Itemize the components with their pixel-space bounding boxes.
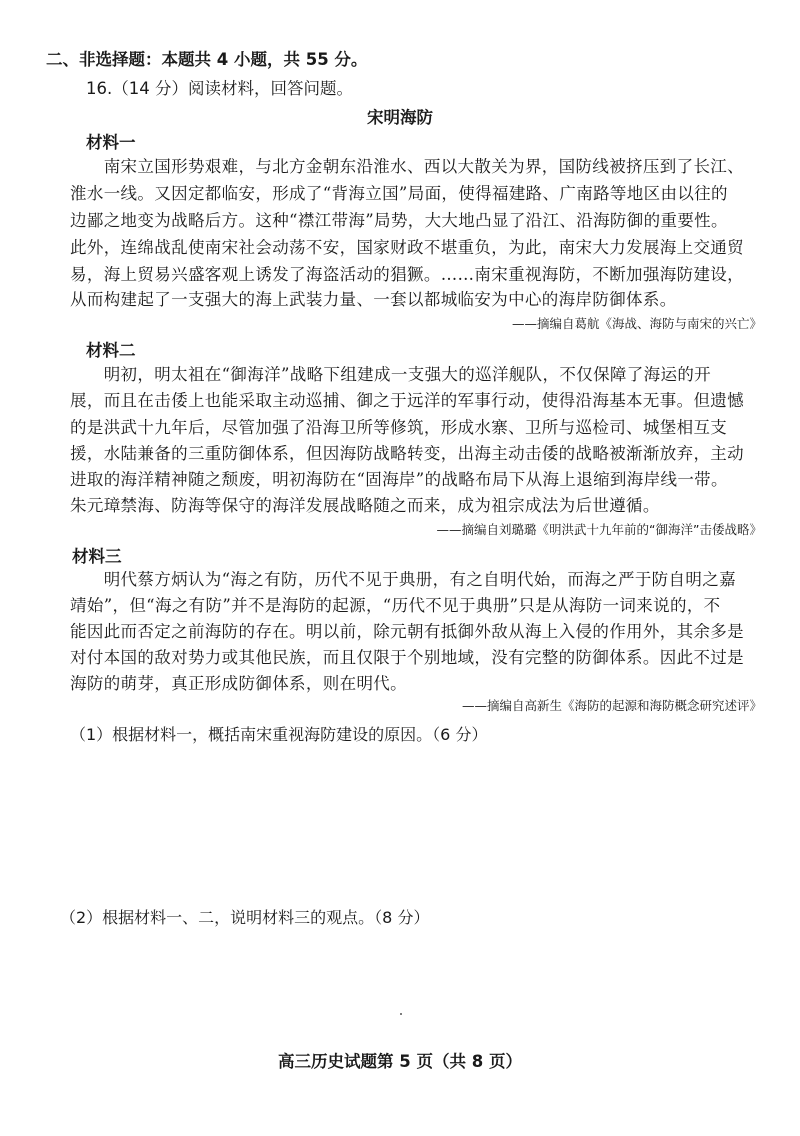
question-intro: 16.（14 分）阅读材料，回答问题。 [86, 79, 353, 98]
material2-line: 展，而且在击倭上也能采取主动巡捕、御之于远洋的军事行动，使得沿海基本无事。但遗憾 [70, 391, 744, 410]
material1-line: 从而构建起了一支强大的海上武装力量、一套以都城临安为中心的海岸防御体系。 [70, 290, 677, 309]
material2-source: ——摘编自刘璐璐《明洪武十九年前的“御海洋”击倭战略》 [436, 522, 762, 537]
material2-line: 明初，明太祖在“御海洋”战略下组建成一支强大的巡洋舰队，不仅保障了海运的开 [70, 365, 712, 384]
material3-heading: 材料三 [72, 547, 122, 566]
material1-line: 淮水一线。又因定都临安，形成了“背海立国”局面，使得福建路、广南路等地区由以往的 [70, 184, 728, 203]
section-heading: 二、非选择题：本题共 4 小题，共 55 分。 [46, 50, 368, 69]
sub-question-1: （1）根据材料一，概括南宋重视海防建设的原因。（6 分） [70, 725, 488, 744]
material1-source: ——摘编自葛航《海战、海防与南宋的兴亡》 [511, 316, 762, 331]
passage-title: 宋明海防 [367, 108, 433, 127]
material3-line: 海防的萌芽，真正形成防御体系，则在明代。 [70, 674, 407, 693]
sub-question-2: （2）根据材料一、二，说明材料三的观点。（8 分） [60, 908, 430, 927]
page-footer: 高三历史试题第 5 页（共 8 页） [278, 1052, 522, 1071]
material1-line: 此外，连绵战乱使南宋社会动荡不安，国家财政不堪重负，为此，南宋大力发展海上交通贸 [70, 238, 744, 257]
material3-line: 明代蔡方炳认为“海之有防，历代不见于典册，有之自明代始，而海之严于防自明之嘉 [70, 570, 736, 589]
material2-line: 的是洪武十九年后，尽管加强了沿海卫所等修筑，形成水寨、卫所与巡检司、城堡相互支 [70, 418, 728, 437]
material1-heading: 材料一 [86, 133, 136, 152]
scan-speck [400, 1013, 402, 1015]
material2-line: 进取的海洋精神随之颓废，明初海防在“固海岸”的战略布局下从海上退缩到海岸线一带。 [70, 470, 728, 489]
material3-source: ——摘编自高新生《海防的起源和海防概念研究述评》 [461, 698, 762, 713]
material2-line: 朱元璋禁海、防海等保守的海洋发展战略随之而来，成为祖宗成法为后世遵循。 [70, 496, 660, 515]
material2-heading: 材料二 [86, 341, 136, 360]
material2-line: 援，水陆兼备的三重防御体系，但因海防战略转变，出海主动击倭的战略被渐渐放弃，主动 [70, 444, 744, 463]
material1-line: 边鄙之地变为战略后方。这种“襟江带海”局势，大大地凸显了沿江、沿海防御的重要性。 [70, 211, 728, 230]
material1-line: 南宋立国形势艰难，与北方金朝东沿淮水、西以大散关为界，国防线被挤压到了长江、 [70, 157, 744, 176]
material3-line: 对付本国的敌对势力或其他民族，而且仅限于个别地域，没有完整的防御体系。因此不过是 [70, 648, 744, 667]
material3-line: 靖始”，但“海之有防”并不是海防的起源，“历代不见于典册”只是从海防一词来说的，不 [70, 596, 721, 615]
material3-line: 能因此而否定之前海防的存在。明以前，除元朝有抵御外敌从海上入侵的作用外，其余多是 [70, 622, 744, 641]
material1-line: 易，海上贸易兴盛客观上诱发了海盗活动的猖獗。……南宋重视海防，不断加强海防建设， [70, 265, 744, 284]
